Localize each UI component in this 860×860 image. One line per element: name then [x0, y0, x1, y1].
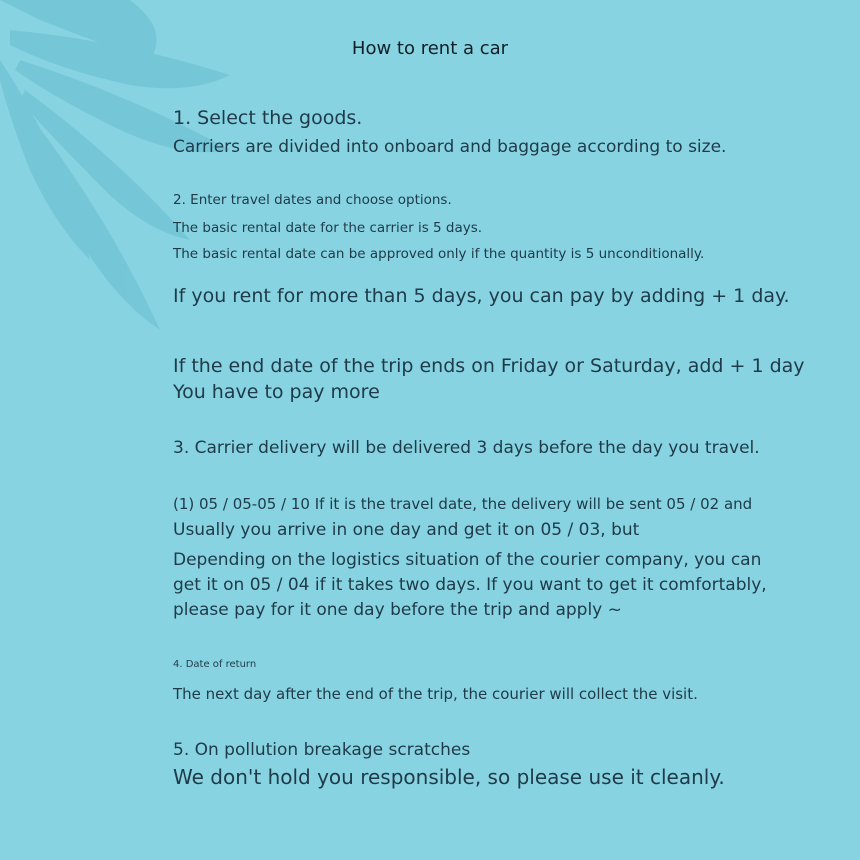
step-1-text: Carriers are divided into onboard and baggage according to size.: [173, 137, 727, 157]
step-3-text-4: get it on 05 / 04 if it takes two days. If you want to get it comfortably,: [173, 575, 767, 595]
step-4-heading: 4. Date of return: [173, 659, 257, 670]
page-title: How to rent a car: [351, 38, 509, 59]
step-3-text-3: Depending on the logistics situation of the courier company, you can: [173, 550, 762, 570]
step-3-heading: 3. Carrier delivery will be delivered 3 days before the day you travel.: [173, 438, 760, 458]
step-2-text-2: The basic rental date can be approved only if the quantity is 5 unconditionally.: [173, 246, 705, 262]
step-4-text: The next day after the end of the trip, the courier will collect the visit.: [173, 685, 698, 703]
step-2-text-5: You have to pay more: [173, 381, 380, 403]
step-3-text-2: Usually you arrive in one day and get it on 05 / 03, but: [173, 520, 640, 540]
step-2-text-4: If the end date of the trip ends on Friday or Saturday, add + 1 day: [173, 355, 805, 377]
step-2-text-1: The basic rental date for the carrier is 5 days.: [173, 220, 483, 236]
step-5-heading: 5. On pollution breakage scratches: [173, 740, 471, 760]
step-3-text-5: please pay for it one day before the trip and apply ~: [173, 600, 622, 620]
step-2-heading: 2. Enter travel dates and choose options.: [173, 192, 452, 208]
step-1-heading: 1. Select the goods.: [173, 107, 363, 129]
step-5-text: We don't hold you responsible, so please use it cleanly.: [173, 765, 725, 789]
step-2-text-3: If you rent for more than 5 days, you can pay by adding + 1 day.: [173, 285, 790, 307]
step-3-text-1: (1) 05 / 05-05 / 10 If it is the travel date, the delivery will be sent 05 / 02 and: [173, 495, 753, 513]
